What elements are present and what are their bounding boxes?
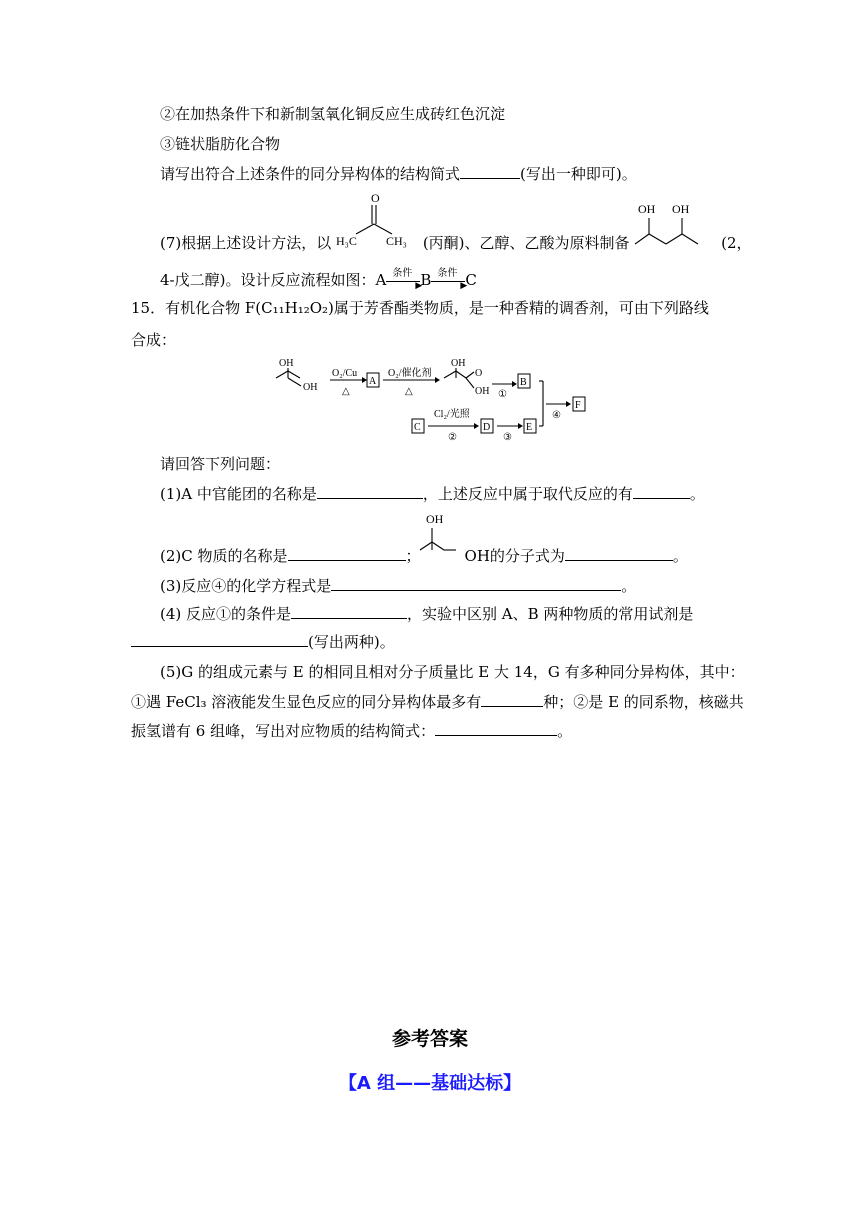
condition-2: ②在加热条件下和新制氢氧化铜反应生成砖红色沉淀	[160, 105, 506, 123]
acetone-o: O	[371, 191, 380, 205]
answer-blank[interactable]	[331, 576, 621, 591]
diol-oh-2: OH	[672, 202, 690, 216]
q15-part-1: (1)A 中官能团的名称是 ，上述反应中属于取代反应的有 。	[160, 485, 705, 503]
answer-blank[interactable]	[565, 546, 673, 561]
answer-blank[interactable]	[131, 632, 308, 647]
q15-part-5: (5)G 的组成元素与 E 的相同且相对分子质量比 E 大 14，G 有多种同分异构体，其中：	[160, 663, 745, 681]
svg-text:OH: OH	[451, 358, 466, 369]
answer-blank[interactable]	[317, 484, 423, 499]
part-7-line: (7)根据上述设计方法，以 (丙酮)、乙醇、乙酸为原料制备 (2，	[160, 234, 752, 252]
acetone-h3c: H₃C	[336, 234, 357, 248]
svg-text:OH: OH	[303, 382, 318, 393]
q15-intro-1: 15．有机化合物 F(C₁₁H₁₂O₂)属于芳香酯类物质，是一种香精的调香剂，可由下列路线	[131, 299, 709, 317]
q15-part-4: (4) 反应①的条件是 ，实验中区别 A、B 两种物质的常用试剂是	[160, 605, 694, 623]
answers-title: 参考答案	[391, 1028, 468, 1050]
q15-part-4-cont: (写出两种)。	[131, 632, 395, 652]
svg-text:Cl₂/光照: Cl₂/光照	[434, 409, 470, 420]
svg-text:O₂/催化剂: O₂/催化剂	[388, 368, 432, 379]
q15-part-5-c: 振氢谱有 6 组峰，写出对应物质的结构简式： 。	[131, 722, 573, 740]
flow-arrow-2: 条件 ▶	[431, 274, 465, 288]
diol-oh-1: OH	[638, 202, 656, 216]
condition-3: ③链状脂肪化合物	[160, 135, 281, 153]
q15-part-2: (2)C 物质的名称是 ； OH的分子式为 。	[160, 547, 688, 565]
acetone-ch3: CH₃	[386, 234, 407, 248]
compound-f: F	[575, 400, 581, 411]
svg-text:O: O	[475, 368, 483, 379]
svg-text:OH: OH	[475, 386, 490, 397]
q15-intro-2: 合成：	[131, 331, 177, 349]
svg-text:④: ④	[552, 410, 561, 421]
isomer-question: 请写出符合上述条件的同分异构体的结构简式 (写出一种即可)。	[160, 165, 637, 183]
svg-text:O₂/Cu: O₂/Cu	[332, 368, 358, 379]
svg-text:△: △	[405, 386, 413, 397]
svg-text:OH: OH	[279, 358, 294, 369]
flow-arrow-1: 条件 ▶	[386, 274, 420, 288]
compound-e: E	[526, 422, 533, 433]
part-7-flow: 4-戊二醇)。设计反应流程如图：A 条件 ▶ B 条件 ▶ C	[160, 268, 477, 291]
svg-text:OH: OH	[426, 512, 444, 526]
compound-b: B	[520, 377, 527, 388]
answer-blank[interactable]	[481, 692, 543, 707]
answer-blank[interactable]	[288, 546, 406, 561]
q15-prompt: 请回答下列问题：	[160, 455, 281, 473]
synthesis-route-scheme	[268, 354, 598, 444]
compound-c: C	[414, 422, 421, 433]
compound-a: A	[369, 376, 377, 387]
compound-d: D	[483, 422, 491, 433]
svg-text:①: ①	[498, 389, 507, 400]
answers-group-heading: 【A 组——基础达标】	[338, 1073, 522, 1094]
q15-part-5-b: ①遇 FeCl₃ 溶液能发生显色反应的同分异构体最多有 种；②是 E 的同系物，核磁共	[131, 693, 744, 711]
svg-text:②: ②	[448, 432, 457, 443]
answer-blank[interactable]	[291, 604, 407, 619]
svg-text:△: △	[342, 386, 350, 397]
answer-blank[interactable]	[460, 164, 520, 179]
q15-part-3: (3)反应④的化学方程式是 。	[160, 577, 637, 595]
answer-blank[interactable]	[435, 721, 557, 736]
svg-text:③: ③	[503, 432, 512, 443]
answer-blank[interactable]	[633, 484, 690, 499]
